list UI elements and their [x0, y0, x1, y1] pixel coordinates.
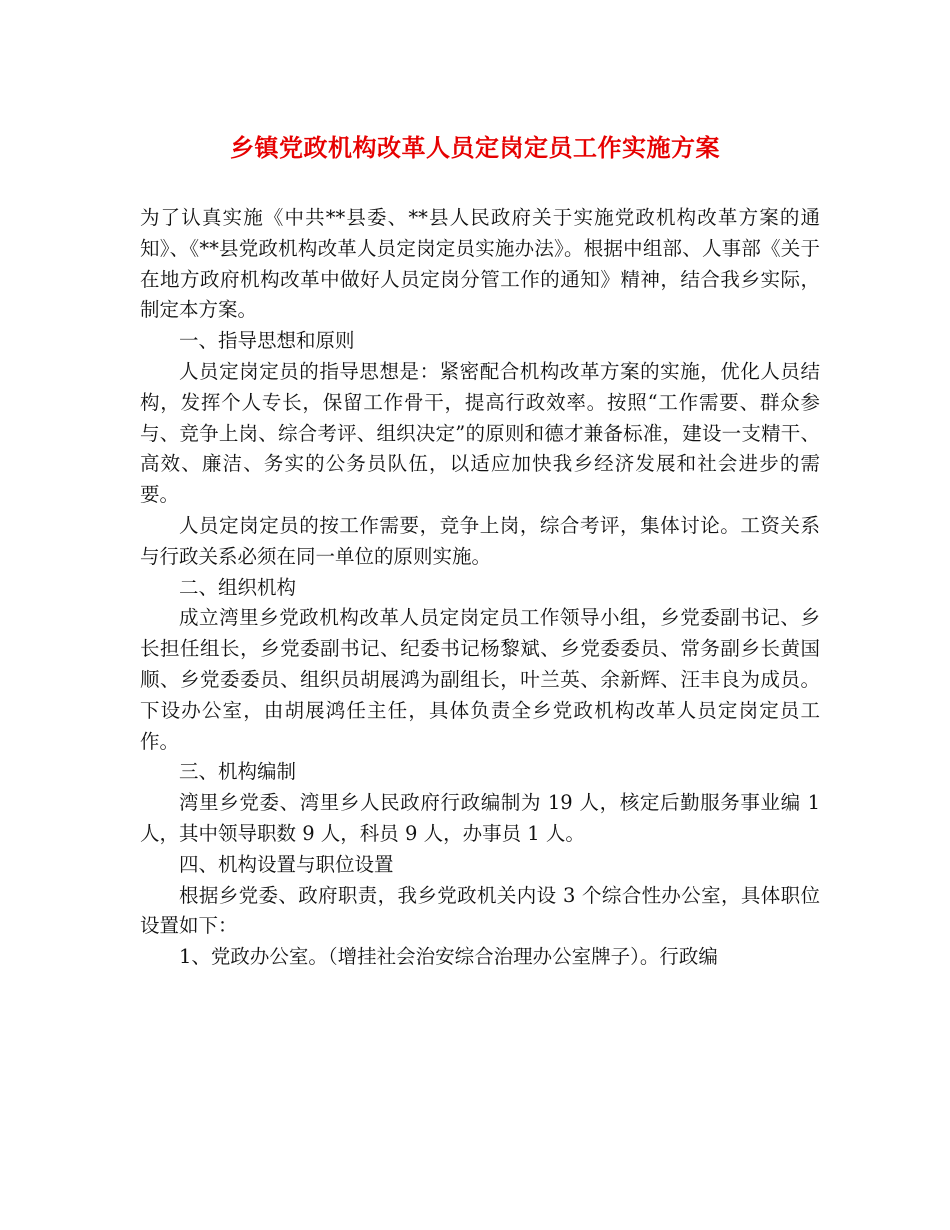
- paragraph-guiding-ideology: 人员定岗定员的指导思想是：紧密配合机构改革方案的实施，优化人员结构，发挥个人专长，保留工作骨干，提高行政效率。按照“工作需要、群众参与、竞争上岗、综合考评、组织决定”的原则和德才兼备标准，建设一支精干、高效、廉洁、务实的公务员队伍，以适应加快我乡经济发展和社会进步的需要。: [140, 359, 820, 507]
- paragraph-leading-group: 成立湾里乡党政机构改革人员定岗定员工作领导小组，乡党委副书记、乡长担任组长，乡党委副书记、纪委书记杨黎斌、乡党委委员、常务副乡长黄国顺、乡党委委员、组织员胡展鸿为副组长，叶兰英、余新辉、汪丰良为成员。下设办公室，由胡展鸿任主任，具体负责全乡党政机构改革人员定岗定员工作。: [140, 606, 820, 753]
- section-heading-guiding-principles: 一、指导思想和原则: [179, 329, 355, 353]
- section-heading-organization: 二、组织机构: [179, 575, 297, 599]
- section-heading-structure-positions: 四、机构设置与职位设置: [179, 852, 394, 876]
- paragraph-party-office: 1、党政办公室。（增挂社会治安综合治理办公室牌子）。行政编: [179, 945, 718, 969]
- paragraph-staffing-principle: 人员定岗定员的按工作需要，竞争上岗，综合考评，集体讨论。工资关系与行政关系必须在同一单位的原则实施。: [140, 513, 820, 568]
- paragraph-intro: 为了认真实施《中共**县委、**县人民政府关于实施党政机构改革方案的通知》、《**县党政机构改革人员定岗定员实施办法》。根据中组部、人事部《关于在地方政府机构改革中做好人员定岗分管工作的通知》精神，结合我乡实际，制定本方案。: [140, 206, 820, 322]
- document-body: [140, 203, 820, 973]
- paragraph-staffing-quota: 湾里乡党委、湾里乡人民政府行政编制为 19 人，核定后勤服务事业编 1 人，其中领导职数 9 人，科员 9 人，办事员 1 人。: [140, 791, 820, 845]
- paragraph-office-setup: 根据乡党委、政府职责，我乡党政机关内设 3 个综合性办公室，具体职位设置如下：: [140, 883, 820, 938]
- section-heading-staffing-quota: 三、机构编制: [179, 760, 297, 784]
- document-title: 乡镇党政机构改革人员定岗定员工作实施方案: [230, 133, 720, 162]
